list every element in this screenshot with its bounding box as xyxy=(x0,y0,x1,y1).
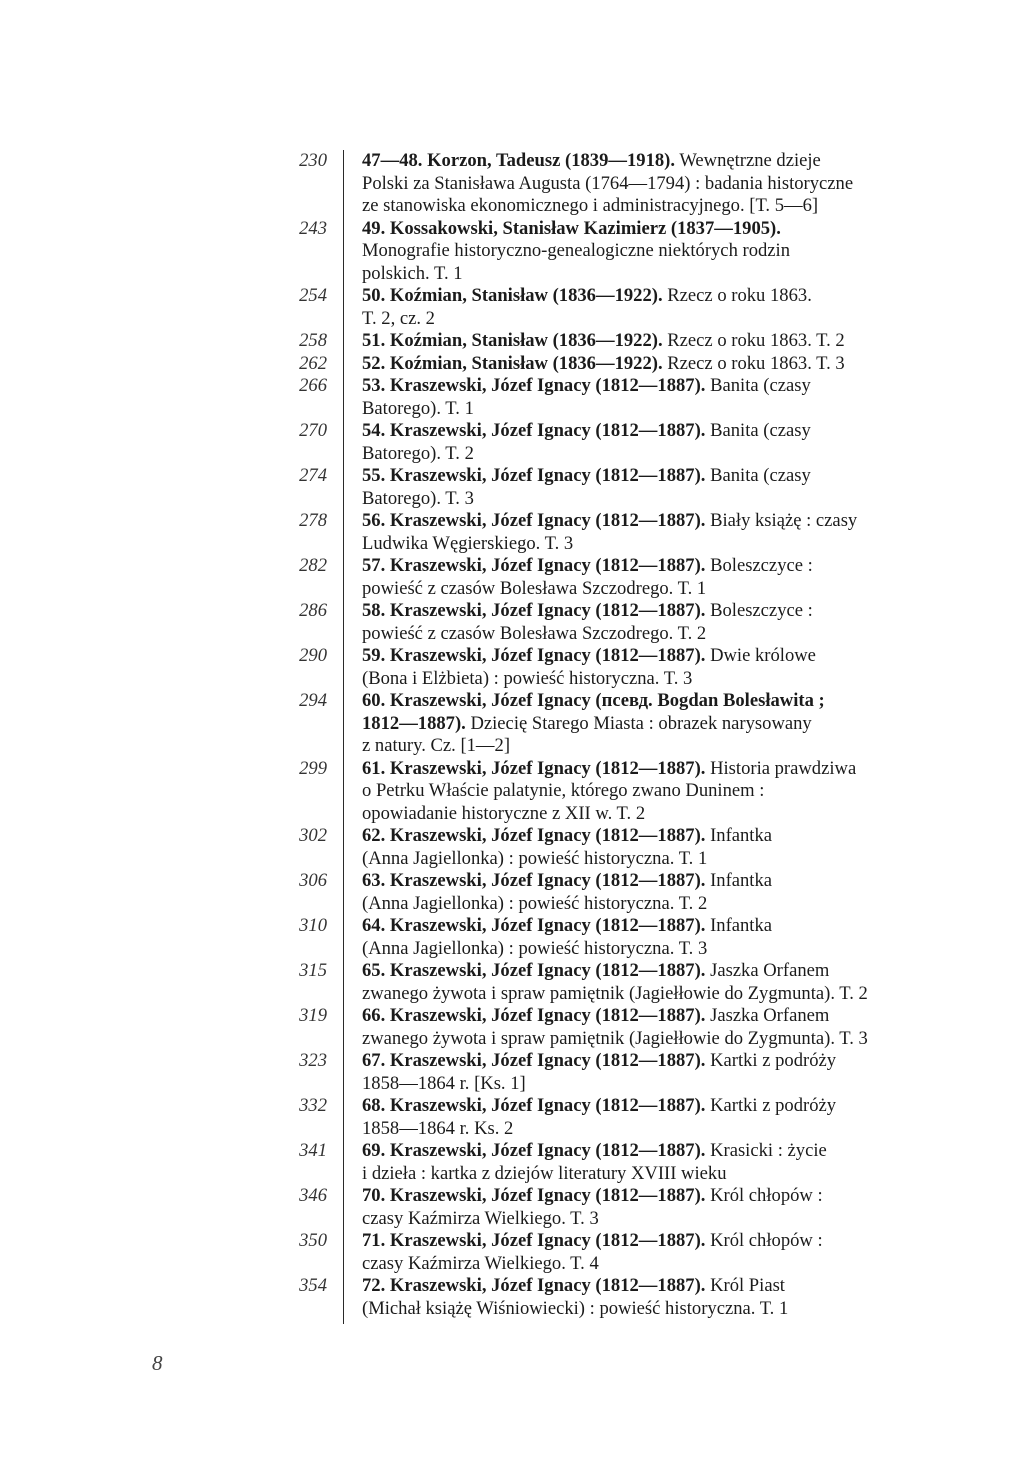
entry-continuation-line: 1858—1864 r. [Ks. 1] xyxy=(362,1072,526,1094)
contents-list xyxy=(270,150,950,1320)
entry-first-line xyxy=(362,870,937,893)
entry-first-line xyxy=(362,1230,937,1253)
entry-page-number: 354 xyxy=(299,1275,327,1296)
entry-text xyxy=(362,420,937,465)
entry-title: Król Piast xyxy=(710,1275,785,1296)
entry-heading: 68. Kraszewski, Józef Ignacy (1812—1887). xyxy=(362,1095,706,1116)
entry-heading: 54. Kraszewski, Józef Ignacy (1812—1887). xyxy=(362,420,706,441)
entry-continuation-line: czasy Kaźmirza Wielkiego. T. 3 xyxy=(362,1207,599,1229)
entry-continuation-line: Batorego). T. 1 xyxy=(362,397,474,419)
entry-continuation-line: o Petrku Właście palatynie, którego zwano Duninem : xyxy=(362,780,765,801)
entry-first-line xyxy=(362,960,937,983)
entry-heading: 61. Kraszewski, Józef Ignacy (1812—1887). xyxy=(362,757,706,779)
entry-page-number: 319 xyxy=(299,1005,327,1026)
entry-continuation-line: (Michał książę Wiśniowiecki) : powieść historyczna. T. 1 xyxy=(362,1297,789,1319)
contents-entry xyxy=(270,1050,950,1095)
entry-page-number: 332 xyxy=(299,1095,327,1116)
entry-continuation-line: (Anna Jagiellonka) : powieść historyczna. T. 1 xyxy=(362,847,708,869)
entry-page-number: 258 xyxy=(299,330,327,351)
entry-title: Historia prawdziwa xyxy=(710,757,857,779)
contents-entry xyxy=(270,353,950,376)
entry-page-number: 294 xyxy=(299,690,327,711)
entry-page-number: 350 xyxy=(299,1230,327,1251)
entry-heading: 62. Kraszewski, Józef Ignacy (1812—1887). xyxy=(362,825,706,846)
entry-title: Król chłopów : xyxy=(710,1185,823,1206)
entry-title: Infantka xyxy=(710,915,773,936)
entry-text xyxy=(362,1050,937,1095)
entry-first-line xyxy=(362,465,937,488)
entry-text xyxy=(362,960,937,1005)
entry-first-line xyxy=(362,330,937,353)
entry-heading: 53. Kraszewski, Józef Ignacy (1812—1887). xyxy=(362,375,706,396)
entry-title: Kartki z podróży xyxy=(710,1095,837,1116)
entry-page-number: 299 xyxy=(299,757,327,779)
entry-text xyxy=(362,150,937,218)
entry-title: Banita (czasy xyxy=(710,420,811,441)
entry-page-number: 274 xyxy=(299,465,327,486)
entry-continuation-line: (Bona i Elżbieta) : powieść historyczna. T. 3 xyxy=(362,667,693,689)
entry-continuation-line: 1812—1887). Dziecię Starego Miasta : obrazek narysowany xyxy=(362,712,812,734)
entry-text xyxy=(362,555,937,600)
entry-title: Król chłopów : xyxy=(710,1230,823,1251)
contents-entry xyxy=(270,285,950,330)
contents-entry xyxy=(270,870,950,915)
entry-continuation-line: zwanego żywota i spraw pamiętnik (Jagiełłowie do Zygmunta). T. 3 xyxy=(362,1027,868,1049)
contents-entry xyxy=(270,1185,950,1230)
entry-page-number: 262 xyxy=(299,352,327,374)
entry-first-line xyxy=(362,555,937,578)
entry-text xyxy=(362,1140,937,1185)
entry-first-line xyxy=(362,1095,937,1118)
contents-entry xyxy=(270,645,950,690)
entry-first-line xyxy=(362,510,937,533)
entry-page-number: 278 xyxy=(299,510,327,531)
entry-continuation-line: Monografie historyczno-genealogiczne niektórych rodzin xyxy=(362,240,791,261)
entry-text xyxy=(362,1230,937,1275)
entry-heading: 50. Koźmian, Stanisław (1836—1922). xyxy=(362,285,663,306)
entry-text xyxy=(362,825,937,870)
entry-page-number: 282 xyxy=(299,555,327,576)
entry-text xyxy=(362,1275,937,1320)
entry-continuation-line: T. 2, cz. 2 xyxy=(362,307,435,329)
entry-text xyxy=(362,353,937,376)
entry-first-line xyxy=(362,218,937,241)
entry-text xyxy=(362,285,937,330)
entry-continuation-line: opowiadanie historyczne z XII w. T. 2 xyxy=(362,802,646,824)
entry-first-line xyxy=(362,1275,937,1298)
entry-continuation-line: Polski za Stanisława Augusta (1764—1794) : badania historyczne xyxy=(362,172,854,194)
entry-continuation-line: (Anna Jagiellonka) : powieść historyczna. T. 3 xyxy=(362,937,708,959)
entry-heading: 52. Koźmian, Stanisław (1836—1922). xyxy=(362,352,663,374)
entry-text xyxy=(362,375,937,420)
entry-title: Rzecz o roku 1863. xyxy=(667,285,812,306)
entry-heading: 49. Kossakowski, Stanisław Kazimierz (1837—1905). xyxy=(362,217,781,239)
entry-title: Wewnętrzne dzieje xyxy=(679,150,821,171)
contents-entry xyxy=(270,330,950,353)
entry-text xyxy=(362,870,937,915)
entry-title: Rzecz o roku 1863. T. 2 xyxy=(667,330,845,351)
entry-continuation-line: i dzieła : kartka z dziejów literatury XVIII wieku xyxy=(362,1162,727,1184)
entry-first-line xyxy=(362,420,937,443)
entry-text xyxy=(362,330,937,353)
entry-heading: 59. Kraszewski, Józef Ignacy (1812—1887). xyxy=(362,645,706,666)
contents-entry xyxy=(270,690,950,758)
entry-page-number: 310 xyxy=(299,915,327,936)
entry-title: Banita (czasy xyxy=(710,375,811,396)
entry-first-line xyxy=(362,645,937,668)
entry-text xyxy=(362,1185,937,1230)
entry-continuation-line: z natury. Cz. [1—2] xyxy=(362,735,511,756)
entry-page-number: 270 xyxy=(299,420,327,441)
entry-first-line xyxy=(362,1185,937,1208)
entry-heading: 56. Kraszewski, Józef Ignacy (1812—1887). xyxy=(362,510,706,531)
entry-title: Krasicki : życie xyxy=(710,1140,827,1161)
entry-heading: 57. Kraszewski, Józef Ignacy (1812—1887). xyxy=(362,555,706,576)
contents-entry xyxy=(270,1140,950,1185)
entry-title: Jaszka Orfanem xyxy=(710,960,830,981)
contents-entry xyxy=(270,420,950,465)
contents-entry xyxy=(270,758,950,826)
entry-continuation-line: 1858—1864 r. Ks. 2 xyxy=(362,1117,514,1139)
entry-first-line xyxy=(362,375,937,398)
contents-entry xyxy=(270,1095,950,1140)
contents-entry xyxy=(270,218,950,286)
entry-text xyxy=(362,915,937,960)
entry-title: Dwie królowe xyxy=(710,645,816,666)
contents-entry xyxy=(270,1275,950,1320)
entry-text xyxy=(362,645,937,690)
entry-heading: 58. Kraszewski, Józef Ignacy (1812—1887). xyxy=(362,600,706,621)
entry-title: Infantka xyxy=(710,825,773,846)
entry-first-line xyxy=(362,150,937,173)
contents-entry xyxy=(270,150,950,218)
entry-first-line xyxy=(362,690,937,713)
entry-heading: 69. Kraszewski, Józef Ignacy (1812—1887). xyxy=(362,1140,706,1161)
entry-first-line xyxy=(362,825,937,848)
entry-title: Boleszczyce : xyxy=(710,555,813,576)
entry-continuation-line: Batorego). T. 3 xyxy=(362,487,474,509)
entry-first-line xyxy=(362,600,937,623)
entry-first-line xyxy=(362,758,937,781)
entry-text xyxy=(362,600,937,645)
entry-title: Kartki z podróży xyxy=(710,1050,837,1071)
contents-entry xyxy=(270,1230,950,1275)
entry-continuation-line: polskich. T. 1 xyxy=(362,262,463,284)
contents-entry xyxy=(270,510,950,555)
entry-continuation-line: Batorego). T. 2 xyxy=(362,442,474,464)
entry-continuation-line: powieść z czasów Bolesława Szczodrego. T. 1 xyxy=(362,577,707,599)
entry-first-line xyxy=(362,285,937,308)
entry-page-number: 230 xyxy=(299,150,327,171)
entry-text xyxy=(362,465,937,510)
contents-entry xyxy=(270,600,950,645)
entry-first-line xyxy=(362,1140,937,1163)
entry-heading: 63. Kraszewski, Józef Ignacy (1812—1887). xyxy=(362,870,706,891)
entry-page-number: 243 xyxy=(299,217,327,239)
entry-heading: 64. Kraszewski, Józef Ignacy (1812—1887). xyxy=(362,915,706,936)
entry-page-number: 306 xyxy=(299,870,327,891)
entry-page-number: 346 xyxy=(299,1185,327,1206)
entry-heading: 70. Kraszewski, Józef Ignacy (1812—1887). xyxy=(362,1185,706,1206)
entry-title: Boleszczyce : xyxy=(710,600,813,621)
entry-page-number: 290 xyxy=(299,645,327,666)
entry-page-number: 266 xyxy=(299,375,327,396)
entry-continuation-line: czasy Kaźmirza Wielkiego. T. 4 xyxy=(362,1252,599,1274)
contents-entry xyxy=(270,1005,950,1050)
entry-continuation-line: zwanego żywota i spraw pamiętnik (Jagiełłowie do Zygmunta). T. 2 xyxy=(362,982,868,1004)
entry-heading: 55. Kraszewski, Józef Ignacy (1812—1887). xyxy=(362,465,706,486)
entry-page-number: 254 xyxy=(299,285,327,306)
entry-heading: 66. Kraszewski, Józef Ignacy (1812—1887). xyxy=(362,1005,706,1026)
contents-entry xyxy=(270,555,950,600)
entry-continuation-line: powieść z czasów Bolesława Szczodrego. T. 2 xyxy=(362,622,707,644)
entry-text xyxy=(362,218,937,286)
entry-heading: 71. Kraszewski, Józef Ignacy (1812—1887). xyxy=(362,1230,706,1251)
contents-entry xyxy=(270,915,950,960)
entry-first-line xyxy=(362,1005,937,1028)
entry-text xyxy=(362,690,937,758)
entry-page-number: 302 xyxy=(299,825,327,846)
entry-title: Jaszka Orfanem xyxy=(710,1005,830,1026)
entry-page-number: 286 xyxy=(299,600,327,621)
contents-entry xyxy=(270,825,950,870)
entry-heading: 72. Kraszewski, Józef Ignacy (1812—1887). xyxy=(362,1275,706,1296)
entry-first-line xyxy=(362,353,937,376)
entry-title: Biały książę : czasy xyxy=(710,510,858,531)
entry-heading: 65. Kraszewski, Józef Ignacy (1812—1887). xyxy=(362,960,706,981)
entry-heading: 51. Koźmian, Stanisław (1836—1922). xyxy=(362,330,663,351)
entry-text xyxy=(362,758,937,826)
entry-title: Banita (czasy xyxy=(710,465,811,486)
entry-continuation-line: Ludwika Węgierskiego. T. 3 xyxy=(362,532,574,554)
entry-text xyxy=(362,1005,937,1050)
contents-entry xyxy=(270,960,950,1005)
entry-title: Infantka xyxy=(710,870,773,891)
entry-page-number: 323 xyxy=(299,1050,327,1071)
entry-continuation-line: ze stanowiska ekonomicznego i administracyjnego. [T. 5—6] xyxy=(362,195,819,216)
contents-entry xyxy=(270,465,950,510)
page-number: 8 xyxy=(152,1351,163,1375)
entry-heading: 60. Kraszewski, Józef Ignacy (псевд. Bogdan Bolesławita ; xyxy=(362,690,825,711)
entry-title: Rzecz o roku 1863. T. 3 xyxy=(667,352,845,374)
entry-text xyxy=(362,510,937,555)
contents-entry xyxy=(270,375,950,420)
entry-first-line xyxy=(362,1050,937,1073)
entry-page-number: 315 xyxy=(299,960,327,981)
entry-text xyxy=(362,1095,937,1140)
entry-continuation-line: (Anna Jagiellonka) : powieść historyczna. T. 2 xyxy=(362,892,708,914)
entry-first-line xyxy=(362,915,937,938)
entry-page-number: 341 xyxy=(299,1140,327,1161)
entry-heading: 67. Kraszewski, Józef Ignacy (1812—1887). xyxy=(362,1050,706,1071)
entry-heading: 47—48. Korzon, Tadeusz (1839—1918). xyxy=(362,150,676,171)
